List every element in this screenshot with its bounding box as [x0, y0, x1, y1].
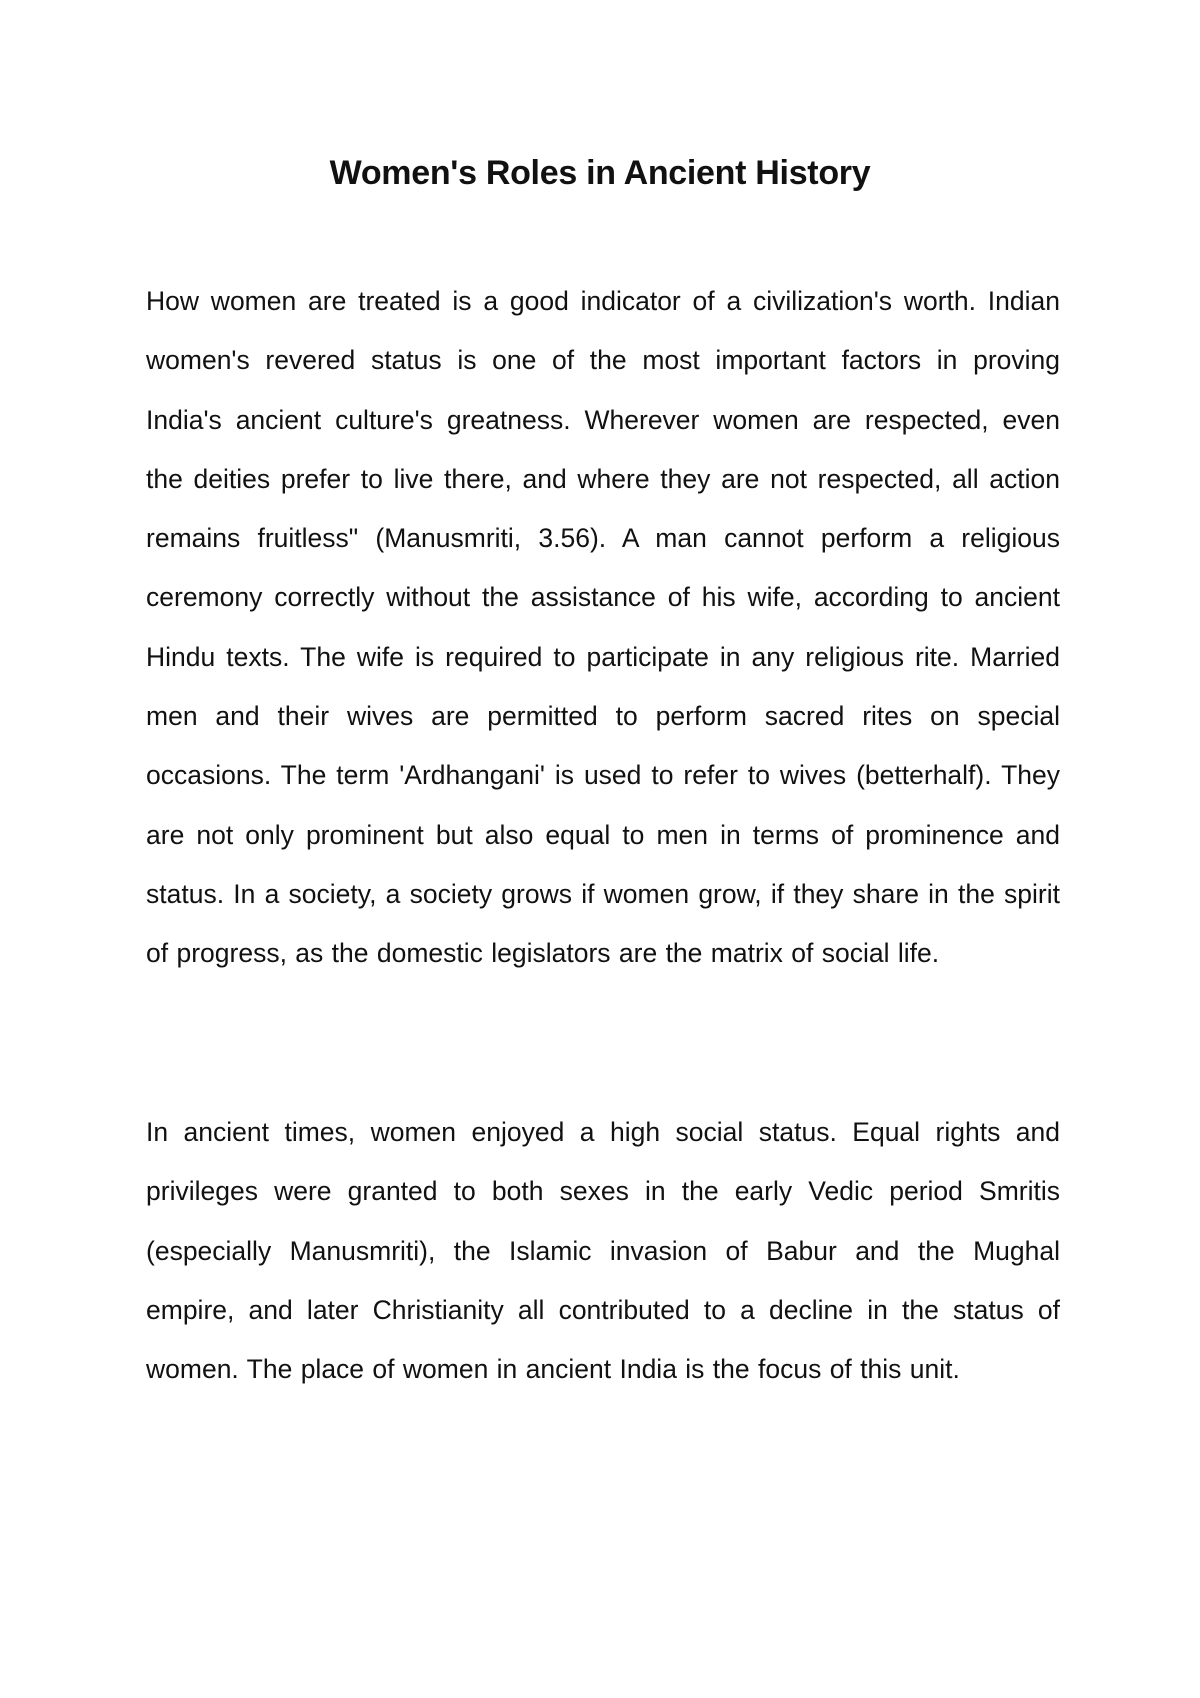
body-paragraph-2: In ancient times, women enjoyed a high social status. Equal rights and privileges were granted to both sexes in the early Vedic period Smritis (especially Manusmriti), the Islamic invasion of Babur and the Mughal empire, and later Christianity all contributed to a decline in the status of women. The place of women in ancient India is the focus of this unit. — [146, 1117, 1060, 1385]
body-paragraph-1: How women are treated is a good indicator of a civilization's worth. Indian women's revered status is one of the most important factors in proving India's ancient culture's greatness. Wherever women are respected, even the deities prefer to live there, and where they are not respected, all action remains fruitless" (Manusmriti, 3.56). A man cannot perform a religious ceremony correctly without the assistance of his wife, according to ancient Hindu texts. The wife is required to participate in any religious rite. Married men and their wives are permitted to perform sacred rites on special occasions. The term 'Ardhangani' is used to refer to wives (betterhalf). They are not only prominent but also equal to men in terms of prominence and status. In a society, a society grows if women grow, if they share in the spirit of progress, as the domestic legislators are the matrix of social life. — [146, 286, 1060, 969]
document-title: Women's Roles in Ancient History — [329, 154, 871, 192]
